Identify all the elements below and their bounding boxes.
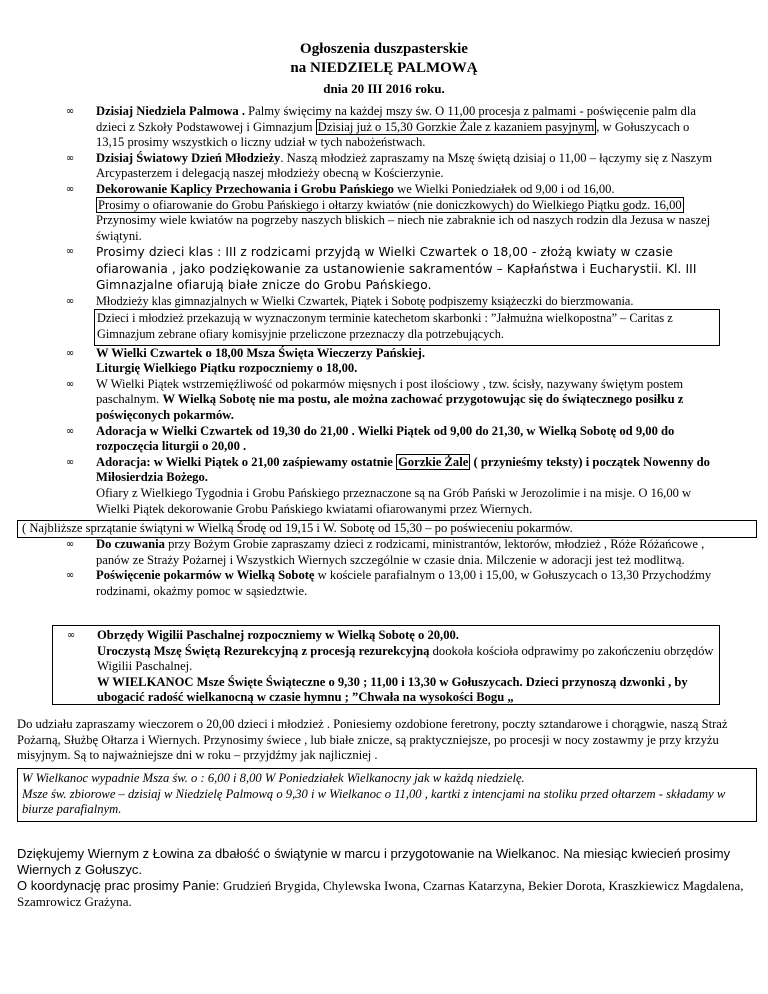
infinity-bullet-icon: ∞ — [65, 183, 75, 195]
easter-box — [52, 625, 720, 705]
item-bold: Dzisiaj Niedziela Palmowa . — [96, 104, 245, 118]
infinity-bullet-icon: ∞ — [65, 378, 75, 390]
boxed-text: Prosimy o ofiarowanie do Grobu Pańskiego i ołtarzy kwiatów (nie doniczkowych) do Wielkiego Piątku godz. 16,00 — [98, 197, 682, 212]
coordination-line — [17, 878, 757, 910]
list-item — [60, 244, 720, 294]
item-text: Prosimy dzieci klas : III z rodzicami przyjdą w Wielki Czwartek o 18,00 - złożą kwiaty w czasie ofiarowania , jako podziękowanie za ustanowienie sakramentów – Kapłaństwa i Eucharystii. Kl. III Gimnazjalne ofiarują białe znicze do Grobu Pańskiego. — [96, 245, 697, 293]
infinity-bullet-icon: ∞ — [65, 295, 75, 307]
item-bold: Obrzędy Wigilii Paschalnej rozpoczniemy w Wielką Sobotę o 20,00. — [97, 628, 459, 642]
item-text: Młodzieży klas gimnazjalnych w Wielki Czwartek, Piątek i Sobotę podpiszemy książeczki do bierzmowania. — [96, 293, 634, 308]
item-bold: Liturgię Wielkiego Piątku rozpoczniemy o 18,00. — [96, 361, 358, 376]
cleanup-notice: ( Najbliższe sprzątanie świątyni w Wielką Środę od 19,15 i W. Sobotę od 15,30 – po poświeceniu pokarmów. — [17, 520, 757, 538]
list-item — [60, 537, 720, 568]
header — [0, 40, 768, 97]
boxed-text: Dzisiaj już o 15,30 Gorzkie Żale z kazaniem pasyjnym — [317, 119, 595, 134]
thanks-section — [17, 846, 757, 910]
infinity-bullet-icon: ∞ — [65, 152, 75, 164]
procession-paragraph: Do udziału zapraszamy wieczorem o 20,00 dzieci i młodzież . Poniesiemy ozdobione feretrony, poczty sztandarowe i chorągwie, naszą Straż Pożarną, Służbę Ołtarza i Wiernych. Przynosimy świece , lub białe znicze, są praktyczniejsze, po procesji w nocy zostawmy je przy krzyżu misyjnym. Są to najważniejsze dni w roku – przyjdźmy jak najliczniej . — [17, 717, 728, 763]
list-item — [60, 377, 720, 424]
list-item — [60, 346, 720, 377]
item-text: Przynosimy wiele kwiatów na pogrzeby naszych bliskich – niech nie zabraknie ich od naszych rodzin dla Jezusa w naszej świątyni. — [96, 213, 711, 243]
infinity-bullet-icon: ∞ — [65, 106, 75, 117]
mass-info-box — [17, 768, 757, 822]
item-text: W Wielki Piątek wstrzemięźliwość od pokarmów mięsnych i post ilościowy , tzw. ścisły, nazywany świętym postem paschalnym. — [96, 376, 684, 407]
list-item — [60, 455, 720, 517]
item-bold: Dzisiaj Światowy Dzień Młodzieży — [96, 150, 281, 165]
list-item — [60, 182, 720, 244]
item-bold: Do czuwania — [96, 537, 165, 551]
item-text: we Wielki Poniedziałek od 9,00 i od 16,00. — [393, 181, 615, 196]
list-item — [60, 568, 720, 599]
item-bold: W WIELKANOC Msze Święte Świąteczne o 9,30 ; 11,00 i 13,30 w Gołuszycach. Dzieci przynoszą dzwonki , by ubogacić radość wielkanocną w czasie hymnu ; ”Chwała na wysokości Bogu „ — [97, 674, 688, 705]
page-date: dnia 20 III 2016 roku. — [323, 81, 445, 96]
item-text: , w Gołuszycach o 13,15 prosimy wszystkich o liczny udział w tych nabożeństwach. — [96, 119, 690, 150]
infinity-bullet-icon: ∞ — [65, 347, 75, 359]
infinity-bullet-icon: ∞ — [65, 456, 75, 468]
coordination-label: O koordynację prac prosimy Panie: — [17, 878, 223, 893]
item-bold: Adoracja w Wielki Czwartek od 19,30 do 21,00 . Wielki Piątek od 9,00 do 21,30, w Wielką Sobotę od 9,00 do rozpoczęcia liturgii o 20,00 . — [96, 423, 675, 454]
item-bold: Poświęcenie pokarmów w Wielką Sobotę — [96, 568, 315, 583]
item-bold: Dekorowanie Kaplicy Przechowania i Grobu Pańskiego — [96, 181, 394, 196]
infinity-bullet-icon: ∞ — [65, 425, 75, 437]
mass-info-line: W Wielkanoc wypadnie Msza św. o : 6,00 i 8,00 W Poniedziałek Wielkanocny jak w każdą niedzielę. — [22, 771, 525, 785]
infinity-bullet-icon: ∞ — [66, 630, 76, 641]
boxed-text: Gorzkie Żale — [398, 454, 469, 469]
item-bold: Adoracja: w Wielki Piątek o 21,00 zaśpiewamy ostatnie — [96, 454, 397, 469]
item-text: przy Bożym Grobie zapraszamy dzieci z rodzicami, ministrantów, lektorów, młodzież , Róże Różańcowe , panów ze Straży Pożarnej i Wszystkich Wiernych szczególnie w czasie dnia. Milczenie w adoracji jest też modlitwą. — [96, 537, 705, 567]
item-text: . Naszą młodzież zapraszamy na Mszę świętą dzisiaj o 11,00 – łączymy się z Naszym Arcypasterzem i delegacją naszej młodzieży obecną w Kościerzynie. — [96, 150, 713, 181]
item-bold: Uroczystą Mszę Świętą Rezurekcyjną z procesją rezurekcyjną — [97, 643, 430, 658]
infinity-bullet-icon: ∞ — [65, 539, 75, 550]
item-text: w kościele parafialnym o 13,00 i 15,00, w Gołuszycach o 13,30 Przychodźmy rodzinami, okażmy pomoc w sąsiedztwie. — [96, 568, 712, 598]
coordinator-names: Grudzień Brygida, Chylewska Iwona, Czarnas Katarzyna, Bekier Dorota, Kraszkiewicz Magdalena, Szamrowicz Grażyna. — [17, 878, 744, 909]
boxed-block: Dzieci i młodzież przekazują w wyznaczonym terminie katechetom skarbonki : ”Jałmużna wielkopostna” – Caritas z Gimnazjum zebrane ofiary komisyjnie przeliczone przeznaczy dla potrzebujących. — [94, 309, 720, 345]
list-item — [60, 151, 720, 182]
item-text: Ofiary z Wielkiego Tygodnia i Grobu Pańskiego przeznaczone są na Grób Pański w Jerozolimie i na misje. O 16,00 w Wielki Piątek dekorowanie Grobu Pańskiego kwiatami ofiarowanymi przez Wiernych. — [96, 485, 692, 516]
thanks-text: Dziękujemy Wiernym z Łowina za dbałość o świątynie w marcu i przygotowanie na Wielkanoc. Na miesiąc kwiecień prosimy Wiernych z Gołuszyc. — [17, 846, 731, 877]
announcement-list — [60, 104, 720, 517]
list-item — [60, 424, 720, 455]
item-bold: W Wielką Sobotę nie ma postu, ale można zachować przygotowując się do świątecznego posiłku z poświęconych pokarmów. — [96, 392, 684, 422]
list-item — [61, 628, 715, 706]
list-item — [60, 104, 720, 151]
announcement-list-2 — [60, 537, 720, 599]
infinity-bullet-icon: ∞ — [65, 246, 75, 258]
item-text: dookoła kościoła odprawimy po zakończeniu obrzędów Wigilii Paschalnej. — [97, 643, 714, 674]
list-item — [60, 294, 720, 346]
item-bold: W Wielki Czwartek o 18,00 Msza Święta Wieczerzy Pańskiej. — [96, 345, 426, 360]
mass-info-line: Msze św. zbiorowe – dzisiaj w Niedzielę Palmową o 9,30 i w Wielkanoc o 11,00 , kartki z intencjami na stoliku przed ołtarzem - składamy w biurze parafialnym. — [22, 786, 726, 817]
item-bold: ( przynieśmy teksty) i początek Nowenny do Miłosierdzia Bożego. — [96, 454, 710, 485]
item-text: Palmy święcimy na każdej mszy św. O 11,00 procesja z palmami - poświęcenie palm dla dzieci z Szkoły Podstawowej i Gimnazjum — [96, 104, 696, 134]
page-subtitle: na NIEDZIELĘ PALMOWĄ — [290, 60, 478, 76]
infinity-bullet-icon: ∞ — [65, 570, 75, 582]
page-title: Ogłoszenia duszpasterskie — [300, 41, 468, 57]
